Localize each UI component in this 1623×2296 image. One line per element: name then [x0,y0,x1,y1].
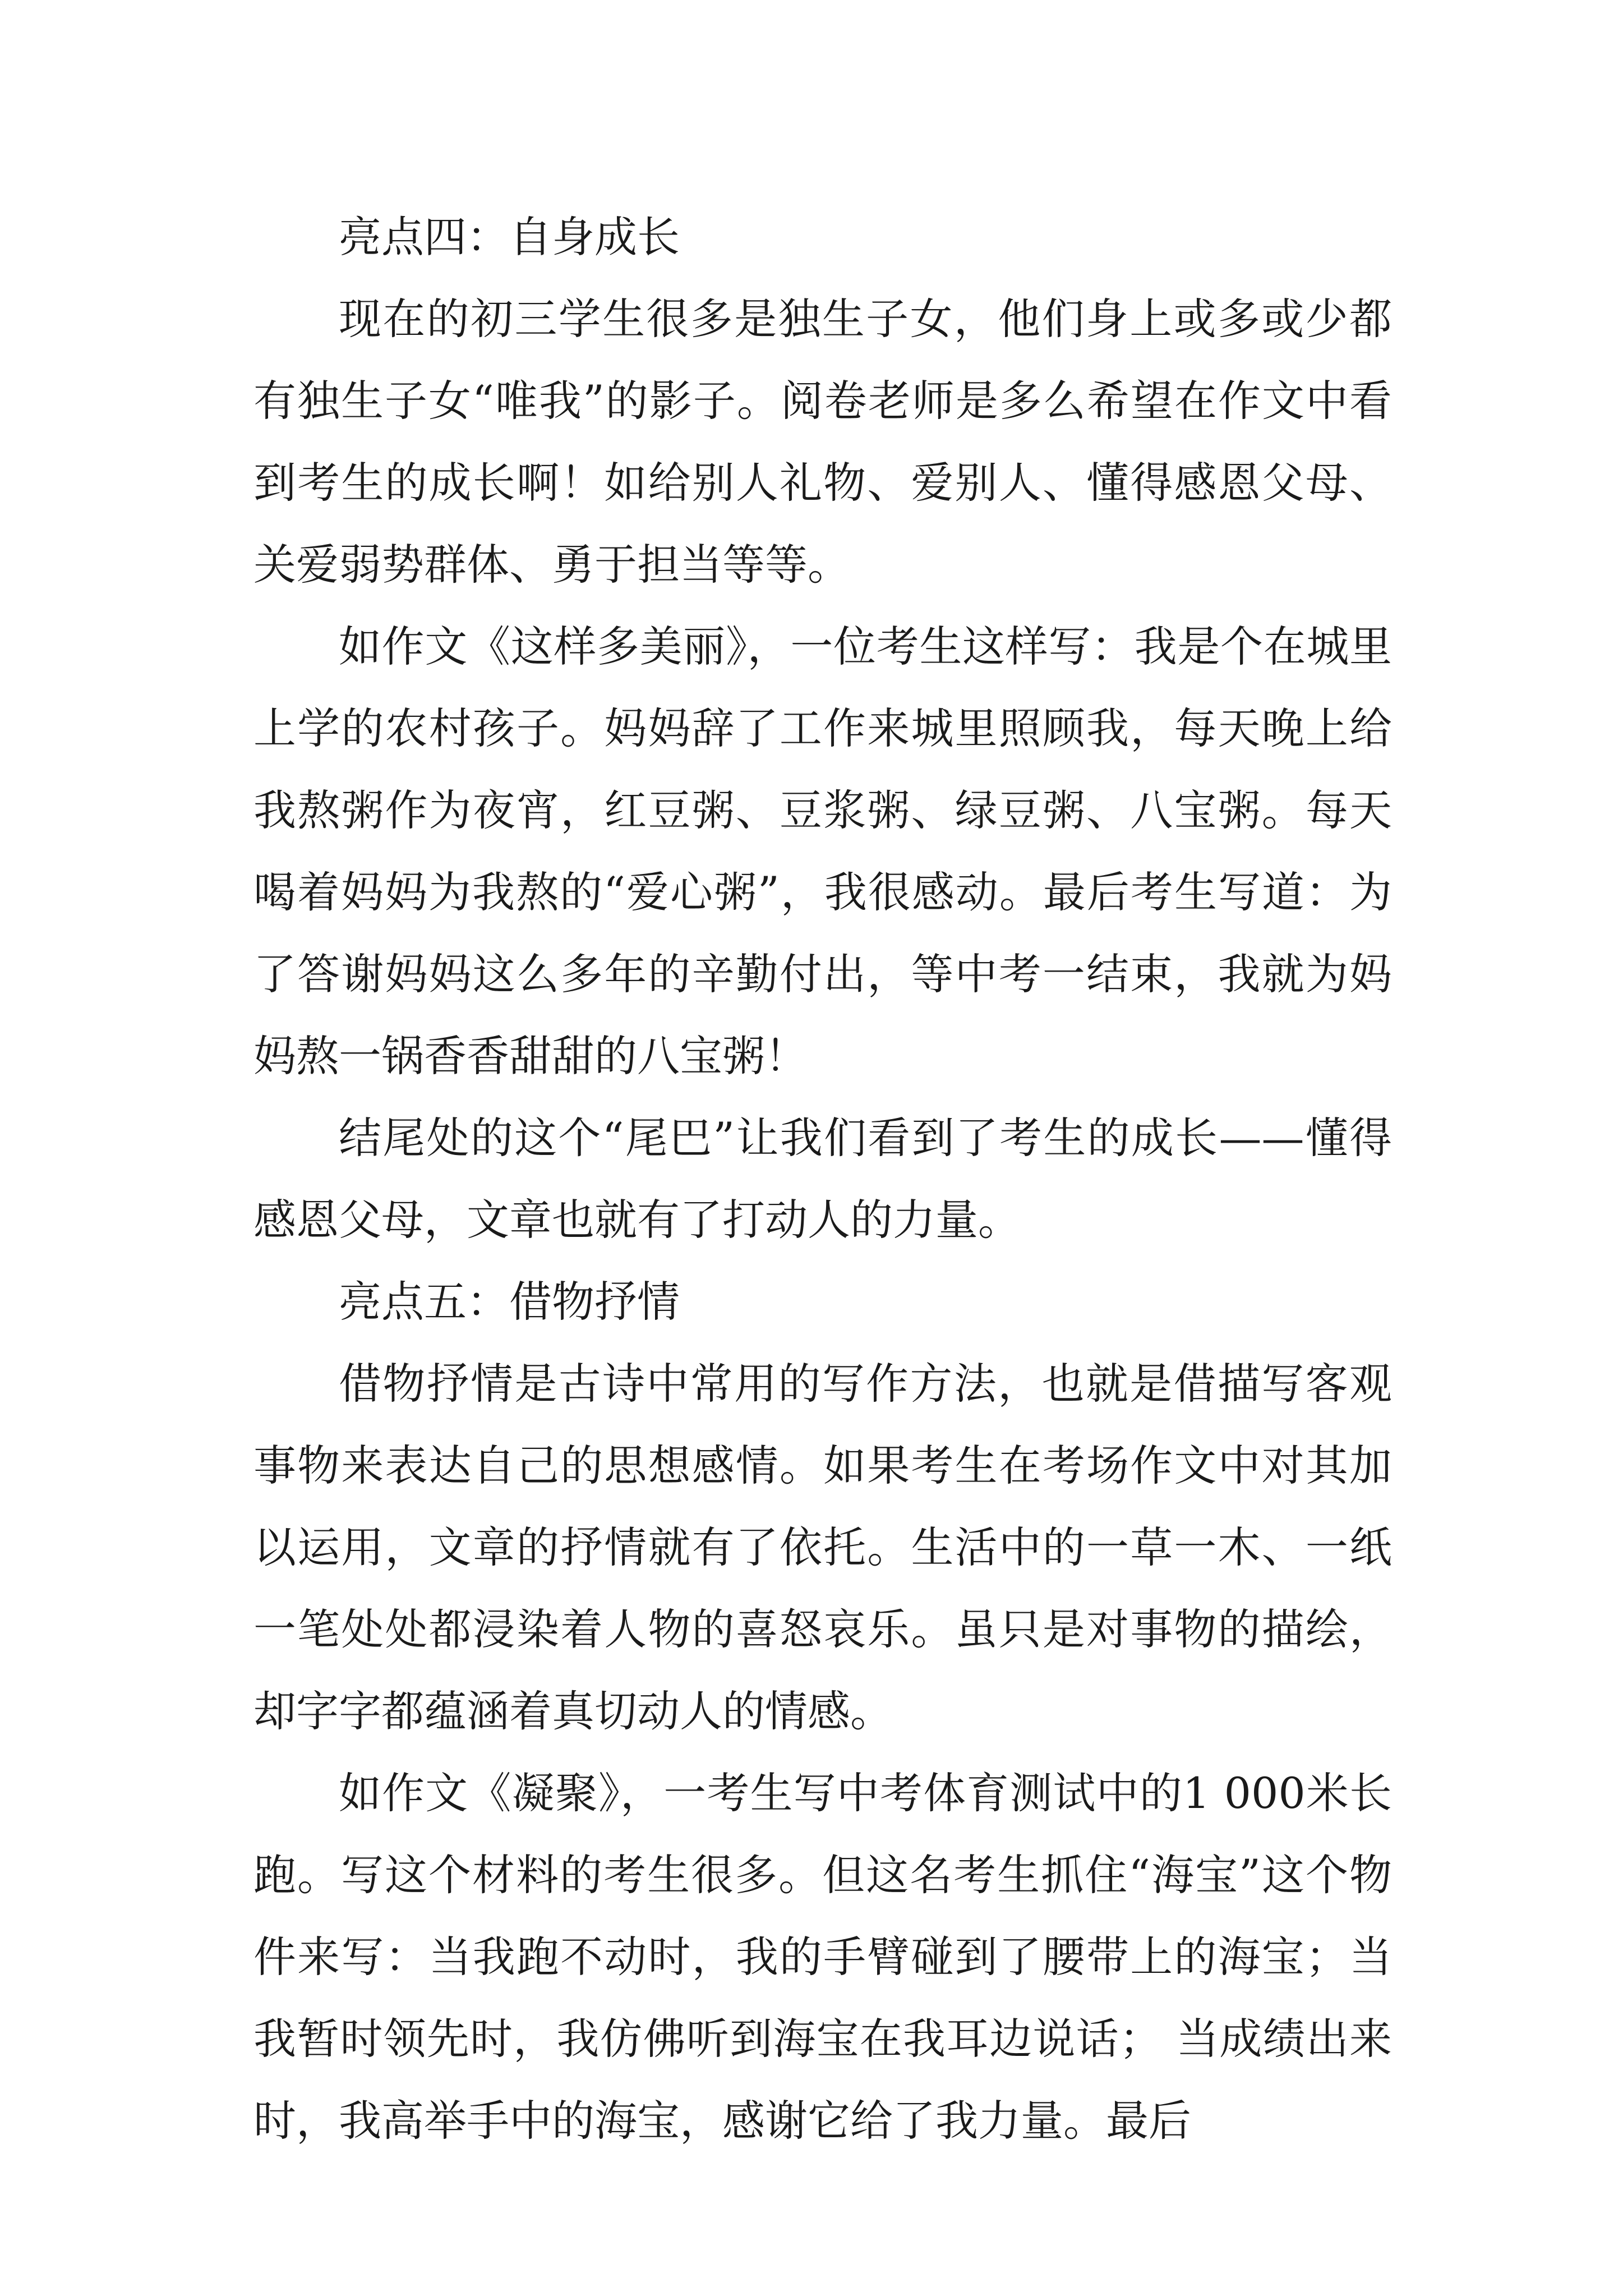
paragraph: 现在的初三学生很多是独生子女，他们身上或多或少都有独生子女“唯我”的影子。阅卷老师是多么希望在作文中看到考生的成长啊！如给别人礼物、爱别人、懂得感恩父母、关爱弱势群体、勇于担当等等。 [253,294,1392,590]
paragraph: 如作文《凝聚》，一考生写中考体育测试中的1 000米长跑。写这个材料的考生很多。但这名考生抓住“海宝”这个物件来写：当我跑不动时，我的手臂碰到了腰带上的海宝；当我暂时领先时，我仿佛听到海宝在我耳边说话； 当成绩出来时，我高举手中的海宝，感谢它给了我力量。最后 [253,1768,1392,2146]
paragraph: 借物抒情是古诗中常用的写作方法，也就是借描写客观事物来表达自己的思想感情。如果考生在考场作文中对其加以运用，文章的抒情就有了依托。生活中的一草一木、一纸一笔处处都浸染着人物的喜怒哀乐。虽只是对事物的描绘，却字字都蕴涵着真切动人的情感。 [253,1359,1392,1736]
section-heading-5: 亮点五：借物抒情 [339,1277,680,1327]
paragraph: 结尾处的这个“尾巴”让我们看到了考生的成长——懂得感恩父母，文章也就有了打动人的力量。 [253,1113,1392,1245]
document-body [253,196,1392,2162]
paragraph: 如作文《这样多美丽》，一位考生这样写：我是个在城里上学的农村孩子。妈妈辞了工作来城里照顾我，每天晚上给我熬粥作为夜宵，红豆粥、豆浆粥、绿豆粥、八宝粥。每天喝着妈妈为我熬的“爱心粥”，我很感动。最后考生写道：为了答谢妈妈这么多年的辛勤付出，等中考一结束，我就为妈妈熬一锅香香甜甜的八宝粥！ [253,622,1392,1081]
section-heading-4: 亮点四：自身成长 [339,212,680,262]
